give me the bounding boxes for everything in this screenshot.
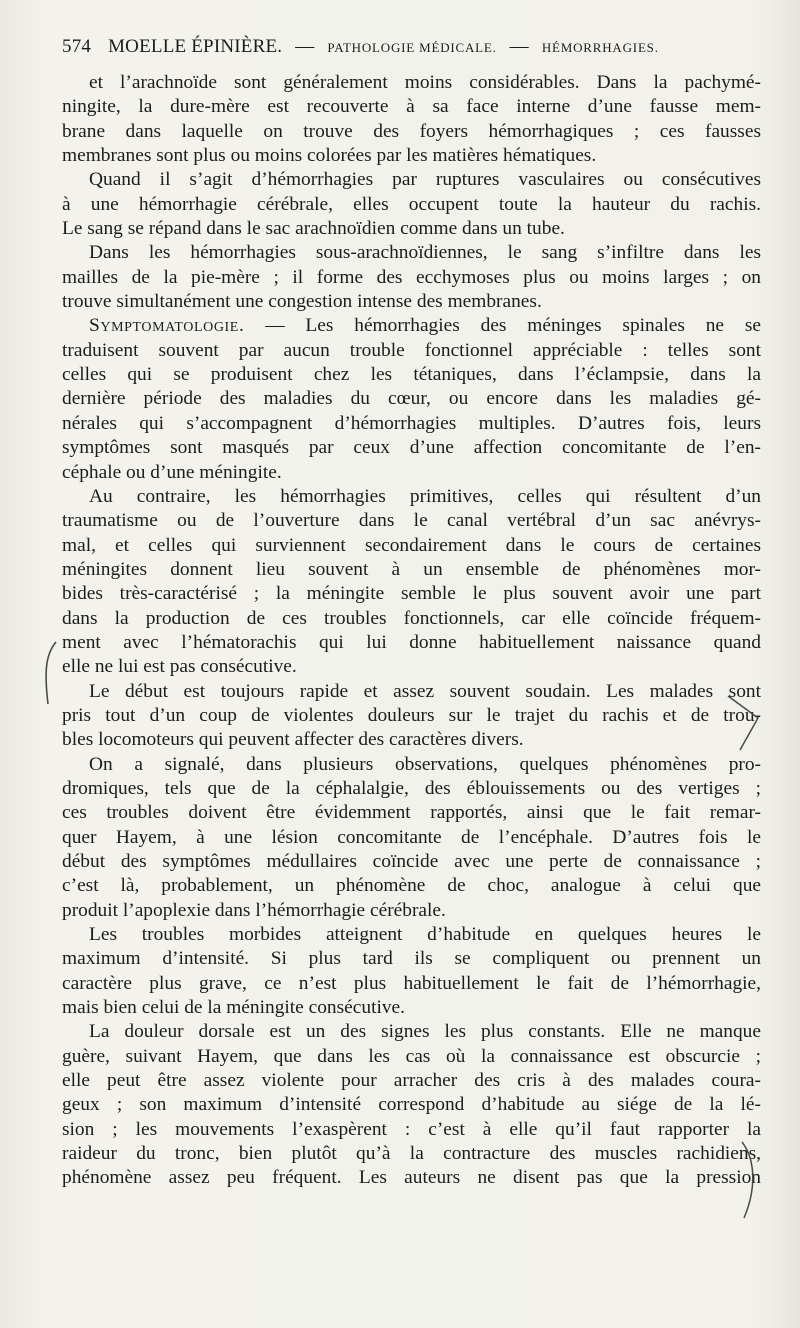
text-line: dromiques, tels que de la céphalalgie, des éblouissements ou des vertiges ; <box>62 777 761 799</box>
text-line: elle peut être assez violente pour arracher des cris à des malades coura- <box>62 1070 761 1092</box>
page-number: 574 <box>62 36 92 57</box>
text-line: ment avec l’hématorachis qui lui donne habituellement naissance quand <box>62 631 761 653</box>
running-subsection: HÉMORRHAGIES. <box>541 40 659 55</box>
body-text <box>62 71 761 1191</box>
text-line: Le début est toujours rapide et assez souvent soudain. Les malades sont <box>89 680 761 702</box>
text-line: Les troubles morbides atteignent d’habitude en quelques heures le <box>89 924 761 946</box>
paragraph <box>62 680 761 753</box>
text-line: celles qui se produisent chez les tétaniques, dans l’éclampsie, dans la <box>62 364 761 386</box>
paragraph <box>62 1020 761 1190</box>
text-line: caractère plus grave, ce n’est plus habituellement le fait de l’hémorrhagie, <box>62 972 761 994</box>
text-line: Quand il s’agit d’hémorrhagies par ruptures vasculaires ou consécutives <box>89 169 761 191</box>
text-line: mailles de la pie-mère ; il forme des ecchymoses plus ou moins larges ; on <box>62 266 761 288</box>
header-dash-2: — <box>509 36 529 57</box>
paragraph <box>62 753 761 923</box>
text-line: sion ; les mouvements l’exaspèrent : c’est à elle qu’il faut rapporter la <box>62 1118 761 1140</box>
text-line: Le sang se répand dans le sac arachnoïdien comme dans un tube. <box>62 218 565 240</box>
paragraph <box>62 241 761 314</box>
text-line: et l’arachnoïde sont généralement moins considérables. Dans la pachymé- <box>89 72 761 93</box>
paragraph <box>62 485 761 680</box>
text-line: à une hémorrhagie cérébrale, elles occupent toute la hauteur du rachis. <box>62 193 761 215</box>
text-line: ningite, la dure-mère est recouverte à sa face interne d’une fausse mem- <box>62 96 761 118</box>
text-line: nérales qui s’accompagnent d’hémorrhagies multiples. D’autres fois, leurs <box>62 412 761 434</box>
text-line: Au contraire, les hémorrhagies primitives, celles qui résultent d’un <box>89 485 761 507</box>
text-line: traduisent souvent par aucun trouble fonctionnel appréciable : telles sont <box>62 339 761 361</box>
text-line: mais bien celui de la méningite consécutive. <box>62 997 405 1019</box>
running-section: PATHOLOGIE MÉDICALE. <box>327 40 497 55</box>
text-line: bles locomoteurs qui peuvent affecter des caractères divers. <box>62 729 524 751</box>
text-line: symptômes sont masqués par ceux d’une affection concomitante de l’en- <box>62 437 761 459</box>
text-line: La douleur dorsale est un des signes les plus constants. Elle ne manque <box>89 1021 761 1043</box>
text-line: On a signalé, dans plusieurs observations, quelques phénomènes pro- <box>89 753 761 775</box>
text-line: produit l’apoplexie dans l’hémorrhagie cérébrale. <box>62 899 446 921</box>
running-title: MOELLE ÉPINIÈRE. <box>108 36 283 57</box>
section-heading: Symptomatologie. <box>89 315 245 337</box>
margin-arrow-right-mark <box>724 694 764 758</box>
text-line: bides très-caractérisé ; la méningite semble le plus souvent avoir une part <box>62 583 761 605</box>
paragraph <box>62 314 761 484</box>
text-line: phénomène assez peu fréquent. Les auteurs ne disent pas que la pression <box>62 1167 761 1189</box>
text-line: geux ; son maximum d’intensité correspond d’habitude au siége de la lé- <box>62 1094 761 1116</box>
text-line: pris tout d’un coup de violentes douleurs sur le trajet du rachis et de trou- <box>62 704 761 726</box>
text-line: méningites donnent lieu souvent à un ensemble de phénomènes mor- <box>62 558 761 580</box>
text-line: raideur du tronc, bien plutôt qu’à la contracture des muscles rachidiens, <box>62 1143 761 1165</box>
text-line: Dans les hémorrhagies sous-arachnoïdiennes, le sang s’infiltre dans les <box>89 242 761 264</box>
text-line: quer Hayem, à une lésion concomitante de l’encéphale. D’autres fois le <box>62 826 761 848</box>
paragraph <box>62 168 761 241</box>
margin-bracket-left-mark <box>36 640 60 706</box>
paragraph <box>62 71 761 168</box>
text-line: elle ne lui est pas consécutive. <box>62 656 297 678</box>
text-line <box>62 314 761 338</box>
text-line: c’est là, probablement, un phénomène de choc, analogue à celui que <box>62 875 761 897</box>
text-line: début des symptômes médullaires coïncide avec une perte de connaissance ; <box>62 851 761 872</box>
text-line: brane dans laquelle on trouve des foyers hémorrhagiques ; ces fausses <box>62 120 761 142</box>
text-line: membranes sont plus ou moins colorées par les matières hématiques. <box>62 145 597 167</box>
running-header <box>62 36 762 58</box>
text-line: dernière période des maladies du cœur, ou encore dans les maladies gé- <box>62 388 761 410</box>
text-line: maximum d’intensité. Si plus tard ils se compliquent ou prennent un <box>62 948 761 970</box>
header-dash-1: — <box>295 36 315 57</box>
text-line: traumatisme ou de l’ouverture dans le canal vertébral d’un sac anévrys- <box>62 510 761 532</box>
text-line: céphale ou d’une méningite. <box>62 461 282 483</box>
text-line: trouve simultanément une congestion intense des membranes. <box>62 291 542 313</box>
text-line: guère, suivant Hayem, que dans les cas où la connaissance est obscurcie ; <box>62 1045 761 1067</box>
line-text: — Les hémorrhagies des méninges spinales ne se <box>244 315 761 337</box>
text-line: ces troubles doivent être évidemment rapportés, ainsi que le fait remar- <box>62 802 761 824</box>
text-line: mal, et celles qui surviennent secondairement dans le cours de certaines <box>62 534 761 556</box>
paragraph <box>62 923 761 1020</box>
margin-bracket-right-mark <box>738 1140 762 1220</box>
text-line: dans la production de ces troubles fonctionnels, car elle coïncide fréquem- <box>62 607 761 629</box>
